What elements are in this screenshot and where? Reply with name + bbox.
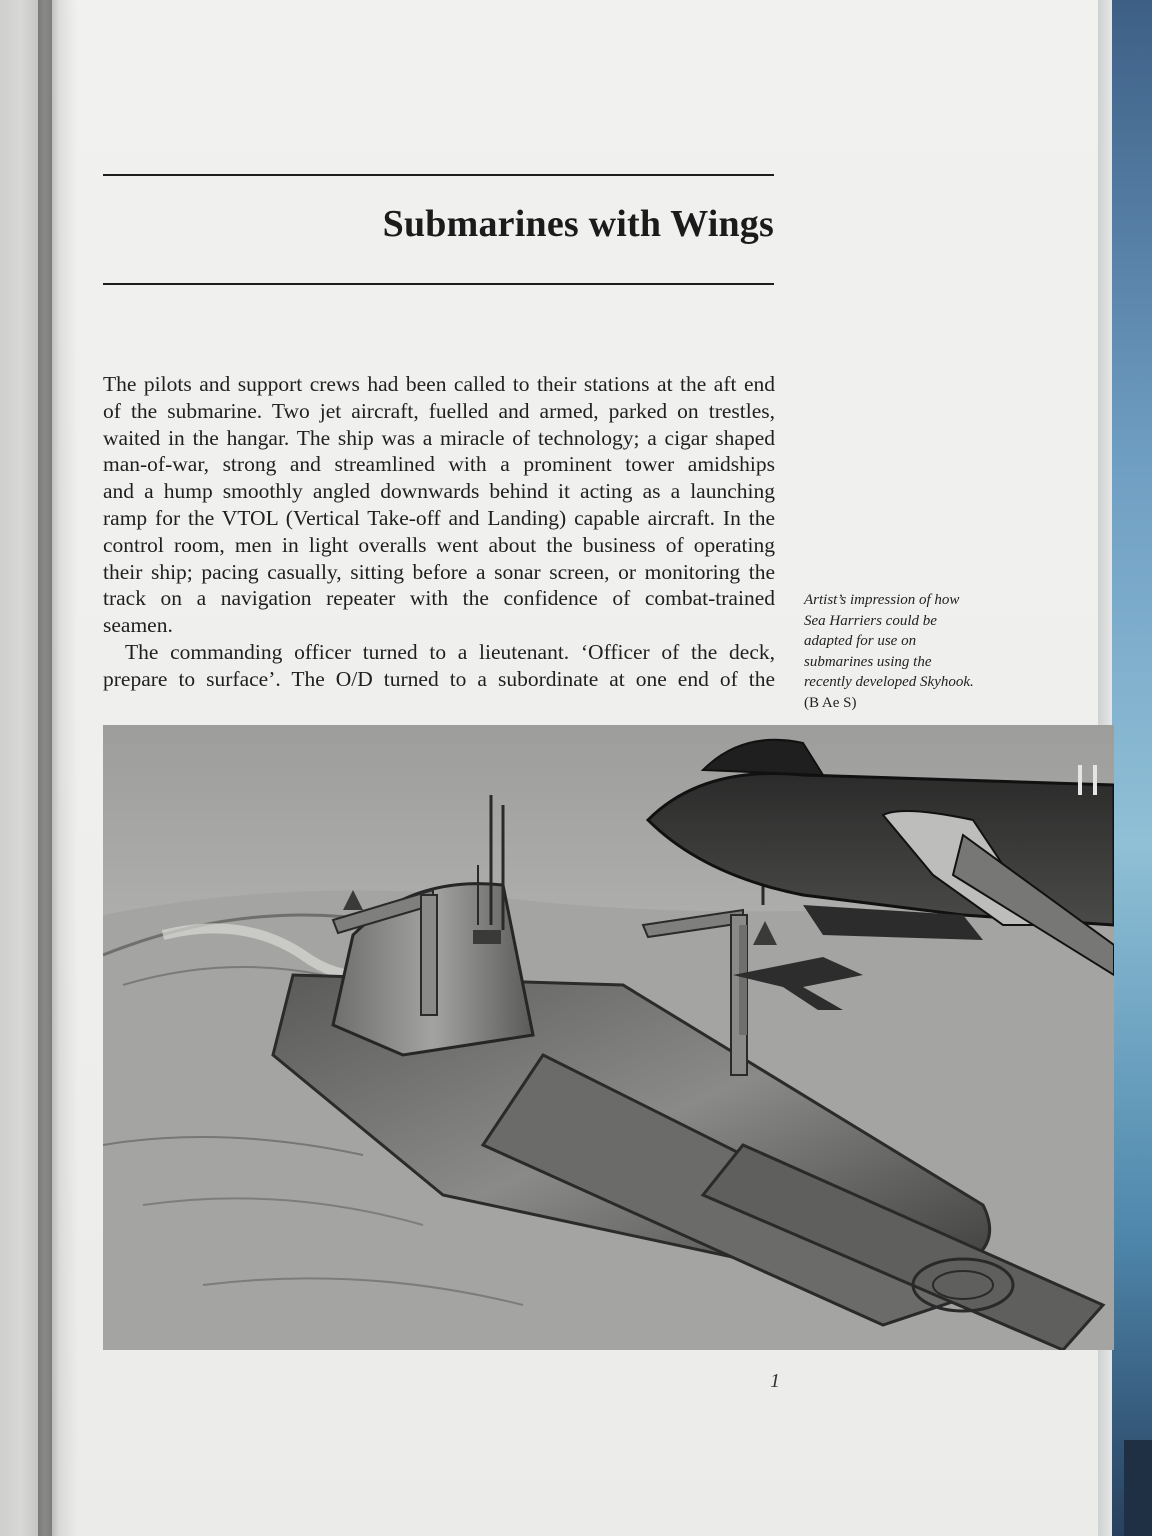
- submarine-illustration: [103, 725, 1114, 1350]
- body-line: control room, men in light overalls went about the business of operating: [103, 532, 775, 557]
- caption-credit: (B Ae S): [804, 694, 857, 711]
- chapter-title: Submarines with Wings: [382, 203, 774, 245]
- body-line: track on a navigation repeater with the confidence of combat-trained: [103, 586, 775, 611]
- top-rule: [103, 174, 774, 176]
- caption-line: submarines using the: [804, 653, 932, 670]
- body-line: of the submarine. Two jet aircraft, fuelled and armed, parked on trestles,: [103, 398, 775, 423]
- book-cover-corner: [1124, 1440, 1152, 1536]
- body-line: prepare to surface’. The O/D turned to a subordinate at one end of the: [103, 666, 775, 691]
- body-line: waited in the hangar. The ship was a miracle of technology; a cigar shaped: [103, 425, 775, 450]
- body-line: man-of-war, strong and streamlined with a prominent tower amidships: [103, 452, 775, 477]
- body-line: their ship; pacing casually, sitting before a sonar screen, or monitoring the: [103, 559, 775, 584]
- caption-line: Artist’s impression of how: [804, 592, 960, 608]
- body-line: The pilots and support crews had been called to their stations at the aft end: [103, 372, 775, 396]
- book-cover-edge: [1112, 0, 1152, 1536]
- gutter-shadow: [38, 0, 78, 1536]
- figure-caption: [804, 590, 1044, 713]
- caption-line: adapted for use on: [804, 633, 917, 649]
- caption-line: recently developed Skyhook.: [804, 674, 974, 690]
- body-line: ramp for the VTOL (Vertical Take-off and Landing) capable aircraft. In the: [103, 505, 775, 530]
- body-text: [103, 371, 775, 693]
- bottom-rule: [103, 283, 774, 285]
- body-line: and a hump smoothly angled downwards behind it acting as a launching: [103, 479, 775, 504]
- body-line: seamen.: [103, 613, 173, 638]
- caption-line: Sea Harriers could be: [804, 612, 937, 629]
- body-line: The commanding officer turned to a lieutenant. ‘Officer of the deck,: [125, 639, 775, 664]
- page-number: 1: [770, 1370, 780, 1392]
